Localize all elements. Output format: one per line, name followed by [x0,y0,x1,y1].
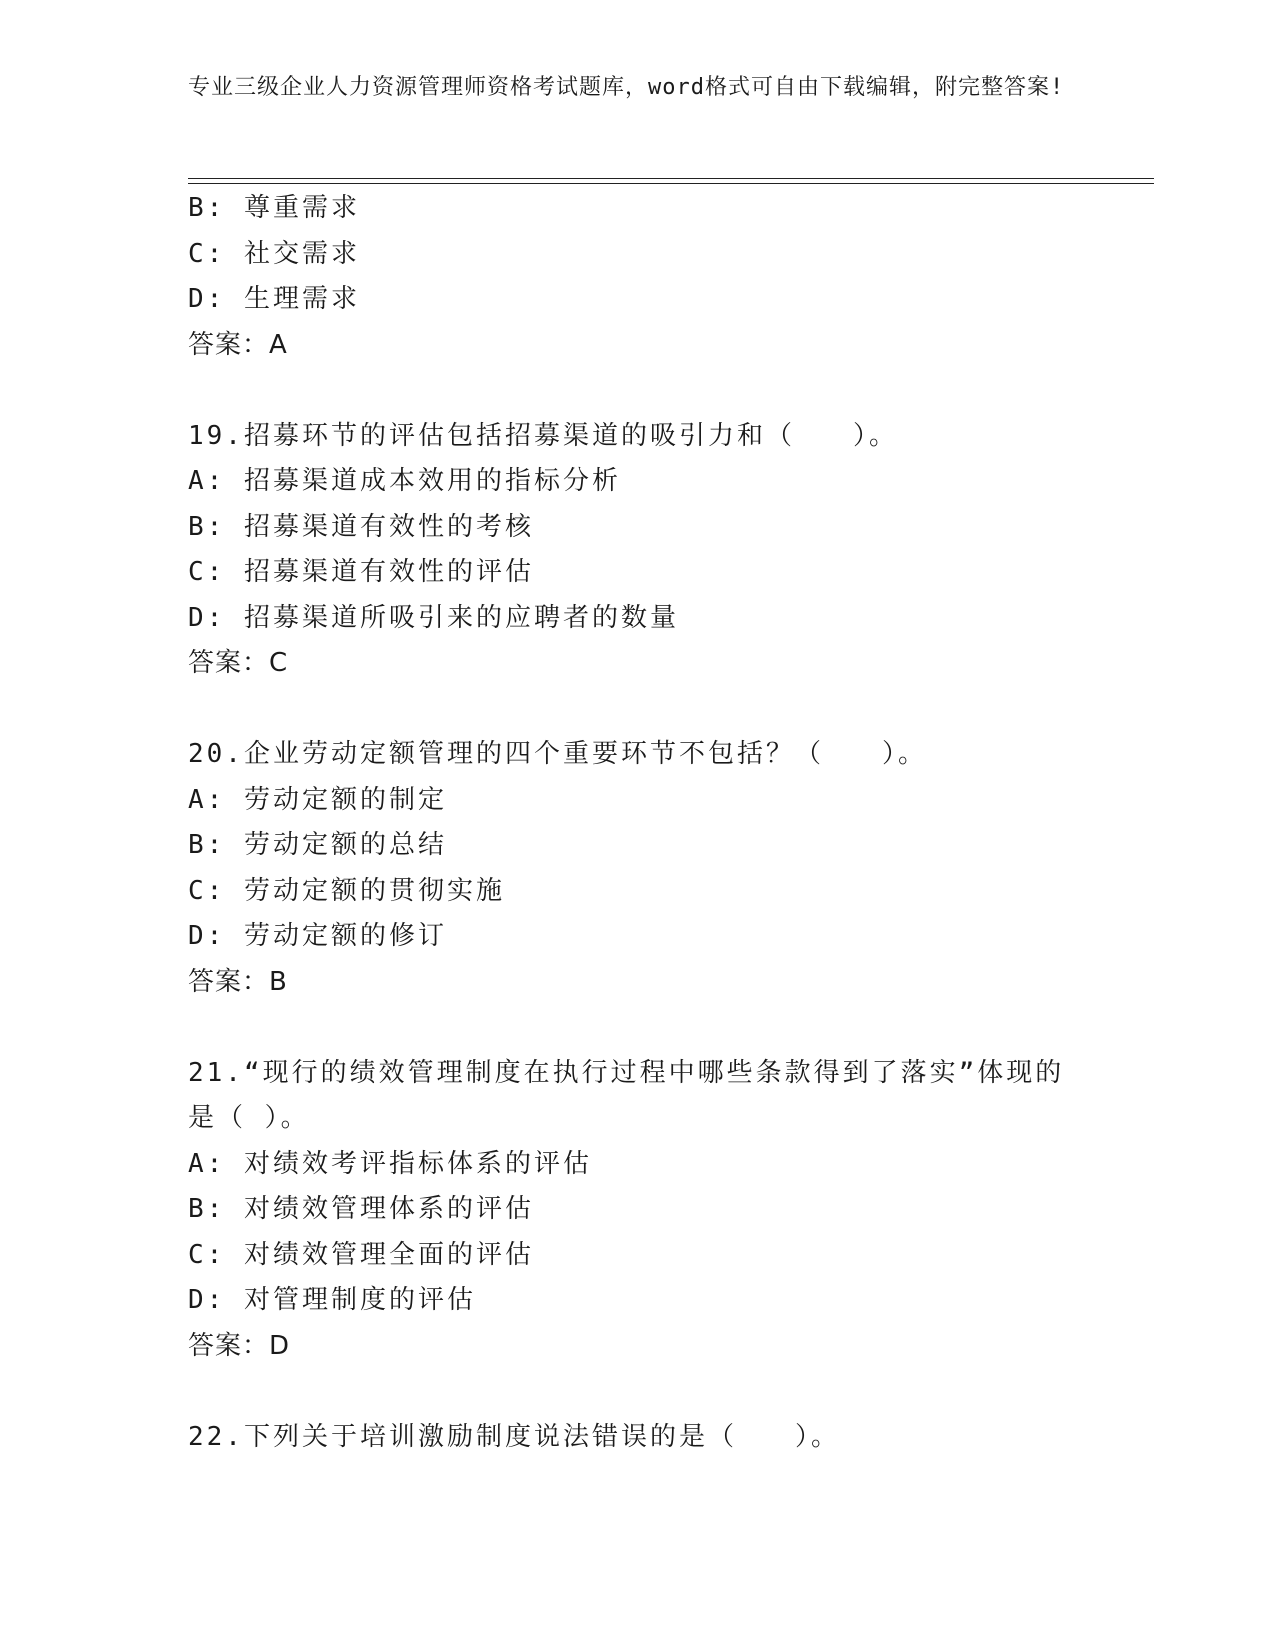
answer-line: 答案：D [188,1330,291,1361]
option-d: D: 劳动定额的修订 [188,921,447,951]
option-c: C: 社交需求 [188,238,360,269]
answer-line: 答案：B [188,966,288,997]
option-c: C: 劳动定额的贯彻实施 [188,875,505,906]
question-21-line-2: 是（ ）。 [188,1103,310,1133]
spacer [188,1005,1088,1051]
question-19: 19.招募环节的评估包括招募渠道的吸引力和（ ）。 [188,420,898,451]
option-b: B: 招募渠道有效性的考核 [188,511,534,542]
document-header: 专业三级企业人力资源管理师资格考试题库，word格式可自由下载编辑，附完整答案! [188,75,1065,100]
question-22: 22.下列关于培训激励制度说法错误的是（ ）。 [188,1421,840,1452]
header-divider [188,178,1154,179]
option-b: B: 尊重需求 [188,193,360,223]
spacer [188,1369,1088,1415]
option-a: A: 招募渠道成本效用的指标分析 [188,466,621,496]
spacer [188,368,1088,414]
question-list [188,186,1088,1460]
option-d: D: 对管理制度的评估 [188,1285,476,1315]
option-a: A: 对绩效考评指标体系的评估 [188,1148,592,1179]
answer-line: 答案：C [188,648,289,678]
option-d: D: 生理需求 [188,284,360,314]
question-20: 20.企业劳动定额管理的四个重要环节不包括？（ ）。 [188,739,927,769]
option-b: B: 对绩效管理体系的评估 [188,1194,534,1224]
option-d: D: 招募渠道所吸引来的应聘者的数量 [188,602,679,633]
question-21-line-1: 21.“现行的绩效管理制度在执行过程中哪些条款得到了落实”体现的 [188,1057,1065,1088]
option-a: A: 劳动定额的制定 [188,784,447,815]
option-c: C: 对绩效管理全面的评估 [188,1239,534,1270]
option-b: B: 劳动定额的总结 [188,830,447,860]
option-c: C: 招募渠道有效性的评估 [188,557,534,587]
answer-line: 答案：A [188,329,288,360]
header-divider-secondary [188,183,1154,184]
spacer [188,687,1088,733]
